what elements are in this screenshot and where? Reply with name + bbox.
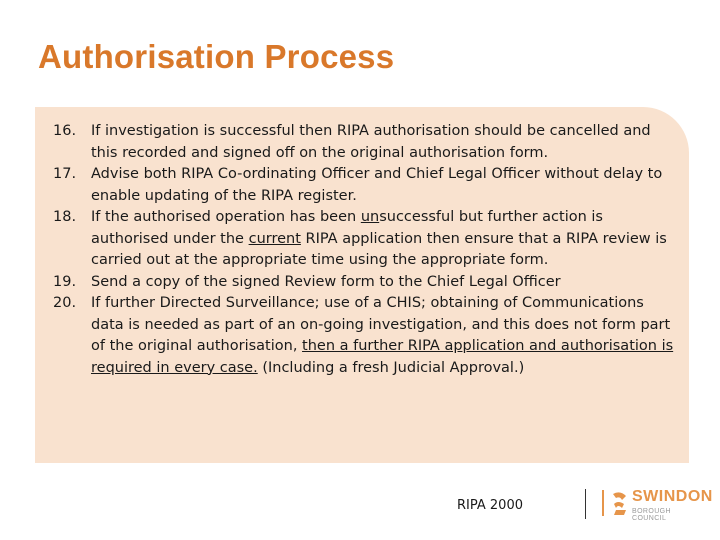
step-text-part: (Including a fresh Judicial Approval.)	[257, 359, 525, 376]
footer-label: RIPA 2000	[457, 498, 523, 513]
list-item	[35, 164, 675, 207]
underlined-emphasis: current	[248, 230, 301, 247]
step-number: 20.	[53, 295, 77, 311]
step-text-part: successful but further action is authorised under the	[91, 209, 603, 247]
content-panel	[35, 107, 689, 463]
swindon-logo	[602, 488, 713, 522]
underlined-emphasis: un	[360, 209, 380, 225]
step-number: 16.	[53, 123, 77, 139]
list-item	[35, 207, 675, 272]
footer-divider	[585, 489, 586, 519]
step-text: Advise both RIPA Co-ordinating Officer and Chief Legal Officer without delay to enable updating of the RIPA register.	[91, 166, 663, 204]
process-steps-list	[35, 121, 675, 379]
step-text-part: If the authorised operation has been	[91, 209, 361, 225]
logo-subtitle: BOROUGH COUNCIL	[632, 508, 671, 522]
step-text: Send a copy of the signed Review form to the Chief Legal Officer	[91, 273, 561, 290]
list-item	[35, 293, 675, 379]
underlined-emphasis: then a further RIPA application and authorisation is required in every case.	[91, 338, 674, 376]
step-number: 17.	[53, 166, 77, 182]
logo-bar	[602, 490, 604, 516]
step-text-part: RIPA application then ensure that a RIPA review is carried out at the appropriate time using the appropriate form.	[91, 230, 667, 268]
logo-mark-icon	[610, 490, 630, 516]
step-text: If investigation is successful then RIPA authorisation should be cancelled and this recorded and signed off on the original authorisation form.	[91, 123, 651, 161]
page-title: Authorisation Process	[38, 38, 395, 75]
list-item	[35, 121, 675, 164]
step-number: 19.	[53, 273, 77, 290]
step-text-part: If further Directed Surveillance; use of a CHIS; obtaining of Communications data is needed as part of an on-going investigation, and this does not form part of the original authorisation,	[91, 295, 671, 354]
logo-name: SWINDON	[632, 488, 713, 505]
list-item	[35, 272, 675, 294]
step-number: 18.	[53, 209, 77, 225]
